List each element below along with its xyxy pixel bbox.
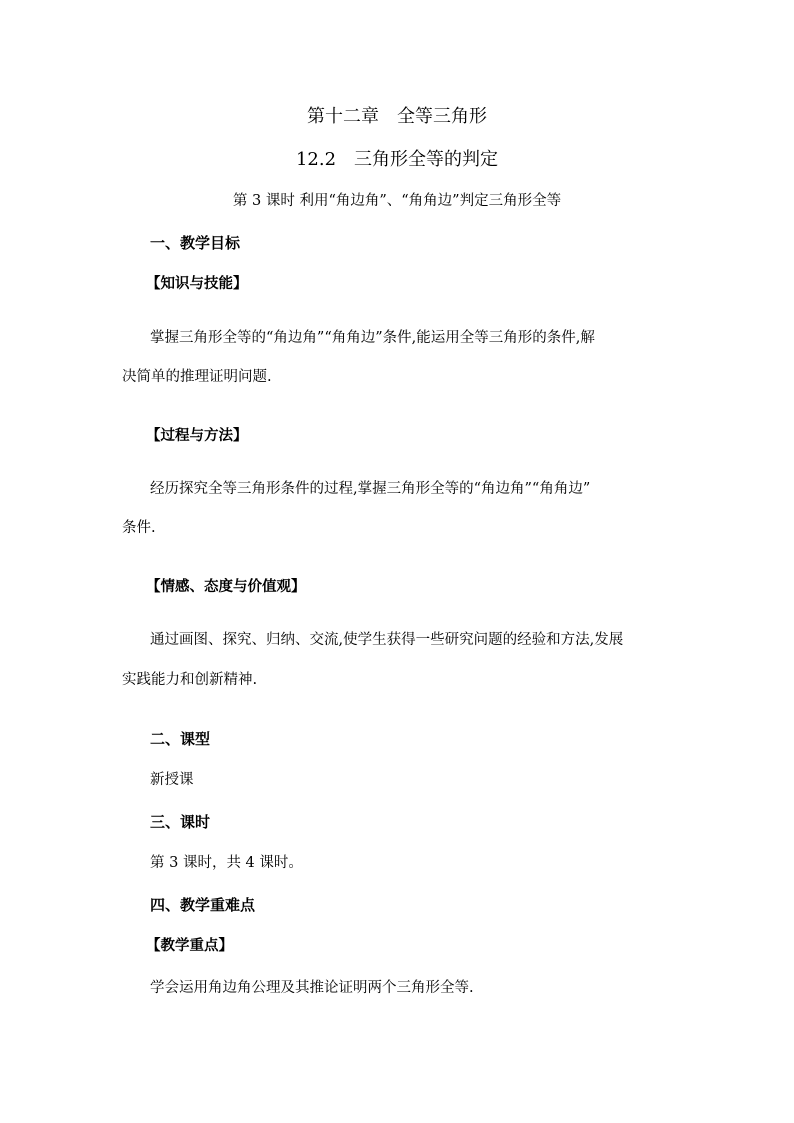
keypoints-text: 学会运用角边角公理及其推论证明两个三角形全等. xyxy=(150,980,474,996)
knowledge-text-line-1: 掌握三角形全等的“角边角”“角角边”条件,能运用全等三角形的条件,解 xyxy=(150,330,595,346)
knowledge-text-line-2: 决简单的推理证明问题. xyxy=(122,369,272,385)
type-heading: 二、课型 xyxy=(150,730,211,748)
emotion-text-line-1: 通过画图、探究、归纳、交流,使学生获得一些研究问题的经验和方法,发展 xyxy=(150,632,624,648)
type-text: 新授课 xyxy=(150,772,194,788)
emotion-label: 【情感、态度与价值观】 xyxy=(146,578,306,595)
hours-heading: 三、课时 xyxy=(150,813,211,831)
process-text-line-1: 经历探究全等三角形条件的过程,掌握三角形全等的“角边角”“角角边” xyxy=(150,481,591,497)
hours-text: 第 3 课时，共 4 课时。 xyxy=(150,855,303,871)
section-title: 12.2 三角形全等的判定 xyxy=(295,149,499,170)
keypoints-label: 【教学重点】 xyxy=(146,937,233,954)
goals-heading: 一、教学目标 xyxy=(150,234,241,252)
keypoints-heading: 四、教学重难点 xyxy=(150,896,256,914)
process-label: 【过程与方法】 xyxy=(146,427,248,444)
chapter-title: 第十二章 全等三角形 xyxy=(307,106,487,127)
knowledge-label: 【知识与技能】 xyxy=(146,275,248,292)
process-text-line-2: 条件. xyxy=(122,520,156,536)
emotion-text-line-2: 实践能力和创新精神. xyxy=(122,672,258,688)
lesson-title: 第 3 课时 利用“角边角”、“角角边”判定三角形全等 xyxy=(232,193,562,209)
